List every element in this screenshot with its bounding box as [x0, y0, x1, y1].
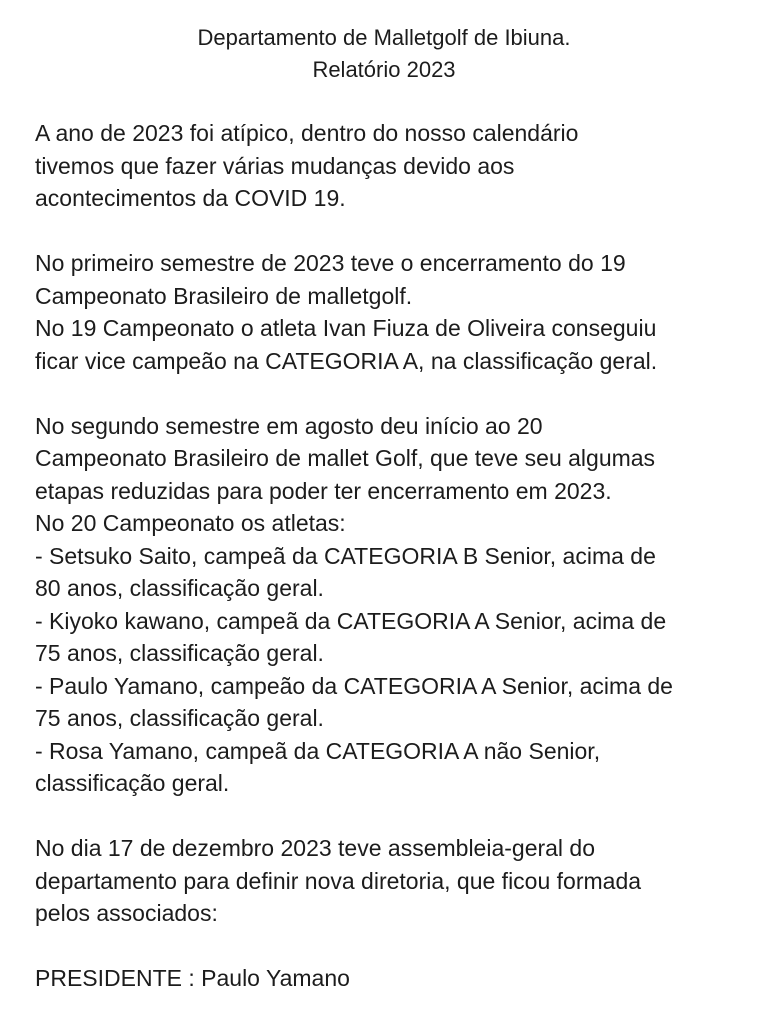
text-line: ficar vice campeão na CATEGORIA A, na classificação geral.	[35, 347, 658, 374]
paragraph-intro	[35, 117, 755, 215]
text-line: No dia 17 de dezembro 2023 teve assembleia-geral do	[35, 835, 596, 861]
text-line: tivemos que fazer várias mudanças devido aos	[35, 152, 515, 179]
paragraph-second-semester	[35, 410, 755, 800]
athlete-list-item: - Rosa Yamano, campeã da CATEGORIA A não Senior,	[35, 737, 601, 764]
text-line: No primeiro semestre de 2023 teve o encerramento do 19	[35, 250, 626, 276]
paragraph-assembly	[35, 832, 755, 930]
text-line: No 19 Campeonato o atleta Ivan Fiuza de Oliveira conseguiu	[35, 315, 657, 341]
header-report-title: Relatório 2023	[312, 57, 456, 82]
paragraph-gap	[35, 930, 755, 963]
text-line: pelos associados:	[35, 900, 218, 926]
athlete-list-item: - Paulo Yamano, campeão da CATEGORIA A Senior, acima de	[35, 672, 673, 699]
athlete-list-item: 80 anos, classificação geral.	[35, 575, 324, 601]
header-organization: Departamento de Malletgolf de Ibiuna.	[197, 25, 571, 50]
paragraph-board	[35, 962, 755, 995]
board-member-line: PRESIDENTE : Paulo Yamano	[35, 965, 350, 991]
text-line: departamento para definir nova diretoria, que ficou formada	[35, 867, 642, 894]
text-line: No 20 Campeonato os atletas:	[35, 510, 346, 536]
text-line: Campeonato Brasileiro de mallet Golf, que teve seu algumas	[35, 445, 656, 471]
text-line: No segundo semestre em agosto deu início ao 20	[35, 412, 543, 439]
athlete-list-item: 75 anos, classificação geral.	[35, 705, 324, 731]
text-line: A ano de 2023 foi atípico, dentro do nosso calendário	[35, 120, 579, 146]
document-header	[0, 22, 768, 86]
athlete-list-item: 75 anos, classificação geral.	[35, 640, 324, 666]
document-body	[35, 117, 755, 995]
paragraph-first-semester	[35, 247, 755, 377]
athlete-list-item: classificação geral.	[35, 770, 230, 796]
athlete-list-item: - Kiyoko kawano, campeã da CATEGORIA A Senior, acima de	[35, 607, 667, 634]
paragraph-gap	[35, 800, 755, 833]
text-line: Campeonato Brasileiro de malletgolf.	[35, 282, 413, 309]
paragraph-gap	[35, 215, 755, 248]
text-line: acontecimentos da COVID 19.	[35, 185, 346, 211]
text-line: etapas reduzidas para poder ter encerramento em 2023.	[35, 477, 612, 504]
athlete-list-item: - Setsuko Saito, campeã da CATEGORIA B Senior, acima de	[35, 542, 656, 569]
paragraph-gap	[35, 377, 755, 410]
